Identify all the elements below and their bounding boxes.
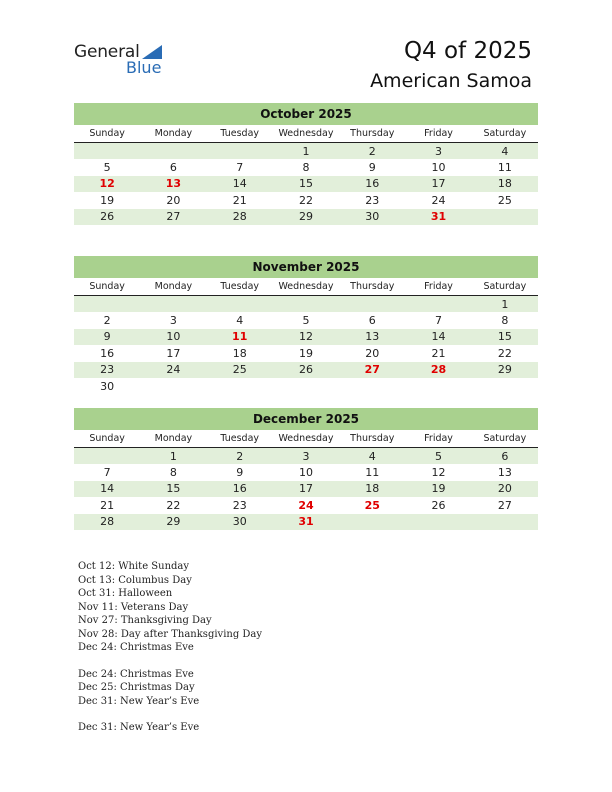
day-cell: 11 (365, 466, 380, 480)
day-cell: 30 (207, 514, 273, 530)
weekday-header: Thursday (339, 125, 405, 143)
month-grid (74, 430, 538, 530)
day-cell: 24 (298, 498, 314, 512)
day-cell (273, 296, 339, 313)
day-cell: 25 (497, 193, 512, 207)
day-cell: 17 (166, 346, 181, 360)
week-row (74, 312, 538, 328)
day-cell: 31 (405, 209, 471, 225)
day-cell: 10 (140, 329, 206, 345)
weekday-header: Wednesday (273, 125, 339, 143)
day-cell (207, 143, 273, 160)
day-cell (405, 378, 471, 394)
day-cell: 17 (405, 176, 471, 192)
day-cell: 2 (103, 314, 111, 328)
day-cell: 24 (140, 362, 206, 378)
day-cell: 27 (339, 362, 405, 378)
day-cell: 6 (472, 448, 538, 465)
week-row (74, 209, 538, 225)
holiday-note: Oct 12: White Sunday (78, 561, 190, 572)
day-cell: 16 (100, 346, 115, 360)
week-row (74, 514, 538, 530)
holiday-notes-group-2 (78, 668, 262, 709)
logo-triangle-icon (142, 45, 162, 59)
day-cell: 19 (298, 346, 313, 360)
holiday-note: Dec 31: New Year’s Eve (78, 695, 200, 707)
day-cell: 26 (74, 209, 140, 225)
week-row (74, 143, 538, 160)
day-cell: 28 (207, 209, 273, 225)
day-cell: 16 (339, 176, 405, 192)
day-cell: 7 (236, 161, 244, 175)
day-cell: 9 (236, 466, 244, 480)
day-cell: 3 (405, 143, 471, 160)
day-cell: 5 (405, 448, 471, 465)
day-cell: 13 (140, 176, 206, 192)
day-cell: 15 (140, 481, 206, 497)
day-cell: 4 (236, 314, 244, 328)
day-cell: 3 (273, 448, 339, 465)
holiday-note: Dec 24: Christmas Eve (78, 668, 194, 680)
day-cell: 12 (74, 176, 140, 192)
day-cell: 30 (100, 379, 115, 393)
day-cell: 25 (364, 498, 380, 512)
day-cell: 4 (472, 143, 538, 160)
holiday-notes-group-1 (78, 560, 262, 655)
weekday-header: Thursday (339, 278, 405, 296)
day-cell: 12 (273, 329, 339, 345)
day-cell: 29 (472, 362, 538, 378)
holiday-notes (78, 560, 262, 735)
day-cell: 14 (74, 481, 140, 497)
day-cell: 8 (302, 161, 310, 175)
day-cell: 18 (472, 176, 538, 192)
weekday-header: Tuesday (207, 430, 273, 448)
day-cell: 6 (368, 314, 376, 328)
day-cell (405, 296, 471, 313)
day-cell (273, 378, 339, 394)
weekday-header: Friday (405, 430, 471, 448)
day-cell (74, 143, 140, 160)
day-cell: 20 (166, 193, 181, 207)
day-cell (140, 378, 206, 394)
day-cell: 13 (339, 329, 405, 345)
day-cell: 21 (232, 193, 247, 207)
day-cell: 19 (405, 481, 471, 497)
day-cell: 9 (368, 161, 376, 175)
day-cell: 22 (166, 498, 181, 512)
holiday-note: Dec 25: Christmas Day (78, 682, 195, 693)
day-cell: 29 (273, 209, 339, 225)
day-cell: 26 (431, 498, 446, 512)
holiday-note: Dec 31: New Year’s Eve (78, 722, 200, 733)
day-cell: 20 (365, 346, 380, 360)
week-row (74, 296, 538, 313)
day-cell: 1 (273, 143, 339, 160)
day-cell: 21 (431, 346, 446, 360)
holiday-note: Nov 27: Thanksgiving Day (78, 615, 212, 626)
day-cell (339, 514, 405, 530)
day-cell: 14 (405, 329, 471, 345)
weekday-header: Sunday (74, 430, 140, 448)
month-title: December 2025 (74, 408, 538, 430)
day-cell: 6 (169, 161, 177, 175)
generalblue-logo (74, 42, 174, 78)
week-row (74, 192, 538, 208)
day-cell: 8 (501, 314, 509, 328)
page-title: Q4 of 2025 (403, 38, 532, 64)
day-cell: 26 (273, 362, 339, 378)
calendar-october (74, 103, 538, 225)
day-cell: 20 (472, 481, 538, 497)
day-cell (207, 378, 273, 394)
day-cell: 31 (273, 514, 339, 530)
day-cell: 23 (232, 498, 247, 512)
weekday-header: Saturday (472, 430, 538, 448)
region-title: American Samoa (370, 70, 532, 92)
day-cell (74, 448, 140, 465)
day-cell (74, 296, 140, 313)
week-row (74, 345, 538, 361)
day-cell: 11 (207, 329, 273, 345)
day-cell: 23 (74, 362, 140, 378)
weekday-header: Friday (405, 278, 471, 296)
day-cell: 30 (339, 209, 405, 225)
weekday-header: Monday (140, 125, 206, 143)
day-cell (339, 296, 405, 313)
calendar-december (74, 408, 538, 530)
calendar-november (74, 256, 538, 394)
day-cell: 5 (302, 314, 310, 328)
weekday-header: Sunday (74, 125, 140, 143)
month-title: October 2025 (74, 103, 538, 125)
day-cell: 23 (365, 193, 380, 207)
week-row (74, 362, 538, 378)
day-cell: 10 (431, 161, 446, 175)
day-cell: 14 (207, 176, 273, 192)
holiday-notes-group-3 (78, 721, 262, 735)
day-cell: 22 (497, 346, 512, 360)
month-grid (74, 278, 538, 394)
weekday-header: Monday (140, 430, 206, 448)
week-row (74, 378, 538, 394)
day-cell: 29 (140, 514, 206, 530)
holiday-note: Nov 28: Day after Thanksgiving Day (78, 628, 263, 640)
day-cell: 1 (472, 296, 538, 313)
weekday-header: Thursday (339, 430, 405, 448)
day-cell: 12 (431, 466, 446, 480)
day-cell: 2 (339, 143, 405, 160)
day-cell: 25 (207, 362, 273, 378)
day-cell: 28 (405, 362, 471, 378)
logo-text-general: General (74, 42, 140, 62)
day-cell: 18 (232, 346, 247, 360)
day-cell (472, 514, 538, 530)
day-cell: 7 (435, 314, 443, 328)
day-cell: 27 (497, 498, 512, 512)
day-cell (405, 514, 471, 530)
weekday-header: Tuesday (207, 278, 273, 296)
holiday-note: Oct 31: Halloween (78, 588, 173, 599)
weekday-header: Saturday (472, 125, 538, 143)
day-cell (140, 296, 206, 313)
day-cell: 18 (339, 481, 405, 497)
day-cell: 4 (339, 448, 405, 465)
day-cell (472, 209, 538, 225)
week-row (74, 464, 538, 480)
week-row (74, 329, 538, 345)
day-cell: 13 (497, 466, 512, 480)
week-row (74, 481, 538, 497)
holiday-note: Dec 24: Christmas Eve (78, 642, 194, 653)
day-cell: 7 (103, 466, 111, 480)
weekday-header: Sunday (74, 278, 140, 296)
day-cell (207, 296, 273, 313)
weekday-header: Friday (405, 125, 471, 143)
weekday-header: Tuesday (207, 125, 273, 143)
holiday-note: Oct 13: Columbus Day (78, 574, 192, 586)
month-grid (74, 125, 538, 225)
week-row (74, 159, 538, 175)
day-cell: 24 (431, 193, 446, 207)
week-row (74, 497, 538, 513)
day-cell: 3 (169, 314, 177, 328)
day-cell: 28 (74, 514, 140, 530)
day-cell (339, 378, 405, 394)
day-cell: 2 (207, 448, 273, 465)
day-cell: 27 (140, 209, 206, 225)
day-cell: 9 (74, 329, 140, 345)
weekday-header: Monday (140, 278, 206, 296)
day-cell: 16 (207, 481, 273, 497)
weekday-header: Wednesday (273, 278, 339, 296)
week-row (74, 448, 538, 465)
holiday-note: Nov 11: Veterans Day (78, 601, 189, 613)
day-cell: 11 (497, 161, 512, 175)
day-cell: 1 (140, 448, 206, 465)
day-cell (472, 378, 538, 394)
logo-text-blue: Blue (126, 58, 162, 77)
day-cell: 19 (100, 193, 115, 207)
day-cell (140, 143, 206, 160)
day-cell: 15 (472, 329, 538, 345)
month-title: November 2025 (74, 256, 538, 278)
day-cell: 15 (273, 176, 339, 192)
weekday-header: Wednesday (273, 430, 339, 448)
week-row (74, 176, 538, 192)
day-cell: 21 (100, 498, 115, 512)
day-cell: 22 (298, 193, 313, 207)
day-cell: 17 (273, 481, 339, 497)
day-cell: 8 (169, 466, 177, 480)
day-cell: 5 (103, 161, 111, 175)
weekday-header: Saturday (472, 278, 538, 296)
day-cell: 10 (298, 466, 313, 480)
